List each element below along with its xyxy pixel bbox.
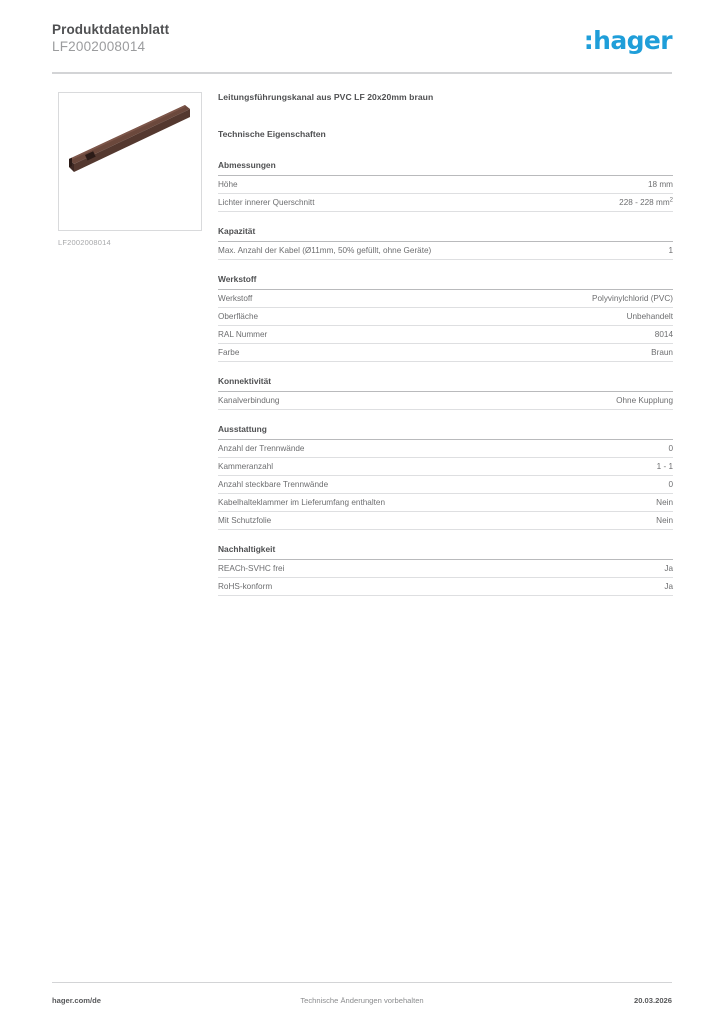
page-title: Produktdatenblatt — [52, 22, 170, 37]
footer-date: 20.03.2026 — [633, 996, 672, 1005]
spec-label: RoHS-konform — [218, 581, 273, 591]
product-figure — [58, 92, 204, 247]
section-title-technical-properties: Technische Eigenschaften — [218, 129, 326, 139]
footer-website-link[interactable]: hager.com/de — [52, 996, 101, 1005]
spec-label: Werkstoff — [218, 293, 253, 303]
product-image-frame — [58, 92, 202, 231]
spec-label: RAL Nummer — [218, 329, 268, 339]
spec-row — [218, 560, 673, 578]
spec-group — [218, 424, 673, 530]
logo-colon-icon: : — [583, 26, 594, 55]
spec-label: Kammeranzahl — [218, 461, 274, 471]
spec-label: Kabelhalteklammer im Lieferumfang enthalten — [218, 497, 386, 507]
hager-logo — [584, 28, 672, 54]
page-footer — [52, 996, 672, 1010]
spec-label: Lichter innerer Querschnitt — [218, 197, 315, 207]
spec-value: 8014 — [654, 329, 673, 339]
spec-value: Braun — [651, 347, 673, 357]
spec-group — [218, 226, 673, 260]
spec-row — [218, 290, 673, 308]
spec-row — [218, 308, 673, 326]
spec-label: Oberfläche — [218, 311, 259, 321]
spec-label: Farbe — [218, 347, 240, 357]
spec-row — [218, 242, 673, 260]
spec-group — [218, 160, 673, 212]
spec-row — [218, 476, 673, 494]
spec-row — [218, 326, 673, 344]
spec-row — [218, 494, 673, 512]
spec-label: Max. Anzahl der Kabel (Ø11mm, 50% gefüllt, ohne Geräte) — [218, 245, 432, 255]
spec-row — [218, 344, 673, 362]
footer-disclaimer: Technische Änderungen vorbehalten — [300, 996, 424, 1005]
spec-label: Anzahl der Trennwände — [218, 443, 305, 453]
spec-group-title: Abmessungen — [218, 160, 673, 176]
spec-label: REACh-SVHC frei — [218, 563, 285, 573]
page-header — [52, 22, 672, 74]
spec-value: 0 — [668, 443, 673, 453]
spec-group-title: Konnektivität — [218, 376, 673, 392]
spec-value: Ja — [664, 581, 673, 591]
spec-label: Mit Schutzfolie — [218, 515, 272, 525]
product-name: Leitungsführungskanal aus PVC LF 20x20mm braun — [218, 92, 434, 102]
spec-value: Nein — [656, 497, 673, 507]
header-divider — [52, 72, 672, 74]
footer-divider — [52, 982, 672, 983]
spec-row — [218, 392, 673, 410]
spec-group — [218, 544, 673, 596]
spec-row — [218, 440, 673, 458]
spec-value: 1 - 1 — [656, 461, 673, 471]
spec-row — [218, 512, 673, 530]
spec-group-title: Nachhaltigkeit — [218, 544, 673, 560]
spec-value: Unbehandelt — [626, 311, 673, 321]
spec-group-title: Ausstattung — [218, 424, 673, 440]
specifications-content — [218, 92, 673, 610]
spec-row — [218, 194, 673, 212]
product-trunking-illustration — [59, 93, 201, 230]
spec-value: Ja — [664, 563, 673, 573]
spec-group — [218, 274, 673, 362]
spec-label: Anzahl steckbare Trennwände — [218, 479, 329, 489]
product-image-caption: LF2002008014 — [58, 238, 111, 247]
spec-group — [218, 376, 673, 410]
spec-value: 18 mm — [647, 179, 673, 189]
page-subtitle-article-number: LF2002008014 — [52, 39, 146, 54]
spec-row — [218, 578, 673, 596]
specification-groups — [218, 160, 673, 596]
spec-value: Ohne Kupplung — [616, 395, 673, 405]
spec-value: 1 — [668, 245, 673, 255]
spec-group-title: Werkstoff — [218, 274, 673, 290]
spec-value-superscript: 2 — [669, 196, 673, 203]
spec-value: 228 - 228 $mm^2$ — [619, 196, 673, 207]
spec-value: 0 — [668, 479, 673, 489]
spec-group-title: Kapazität — [218, 226, 673, 242]
logo-wordmark: hager — [593, 26, 672, 55]
spec-label: Kanalverbindung — [218, 395, 280, 405]
spec-row — [218, 458, 673, 476]
spec-value: Polyvinylchlorid (PVC) — [592, 293, 673, 303]
spec-row — [218, 176, 673, 194]
spec-label: Höhe — [218, 179, 238, 189]
spec-value: Nein — [656, 515, 673, 525]
